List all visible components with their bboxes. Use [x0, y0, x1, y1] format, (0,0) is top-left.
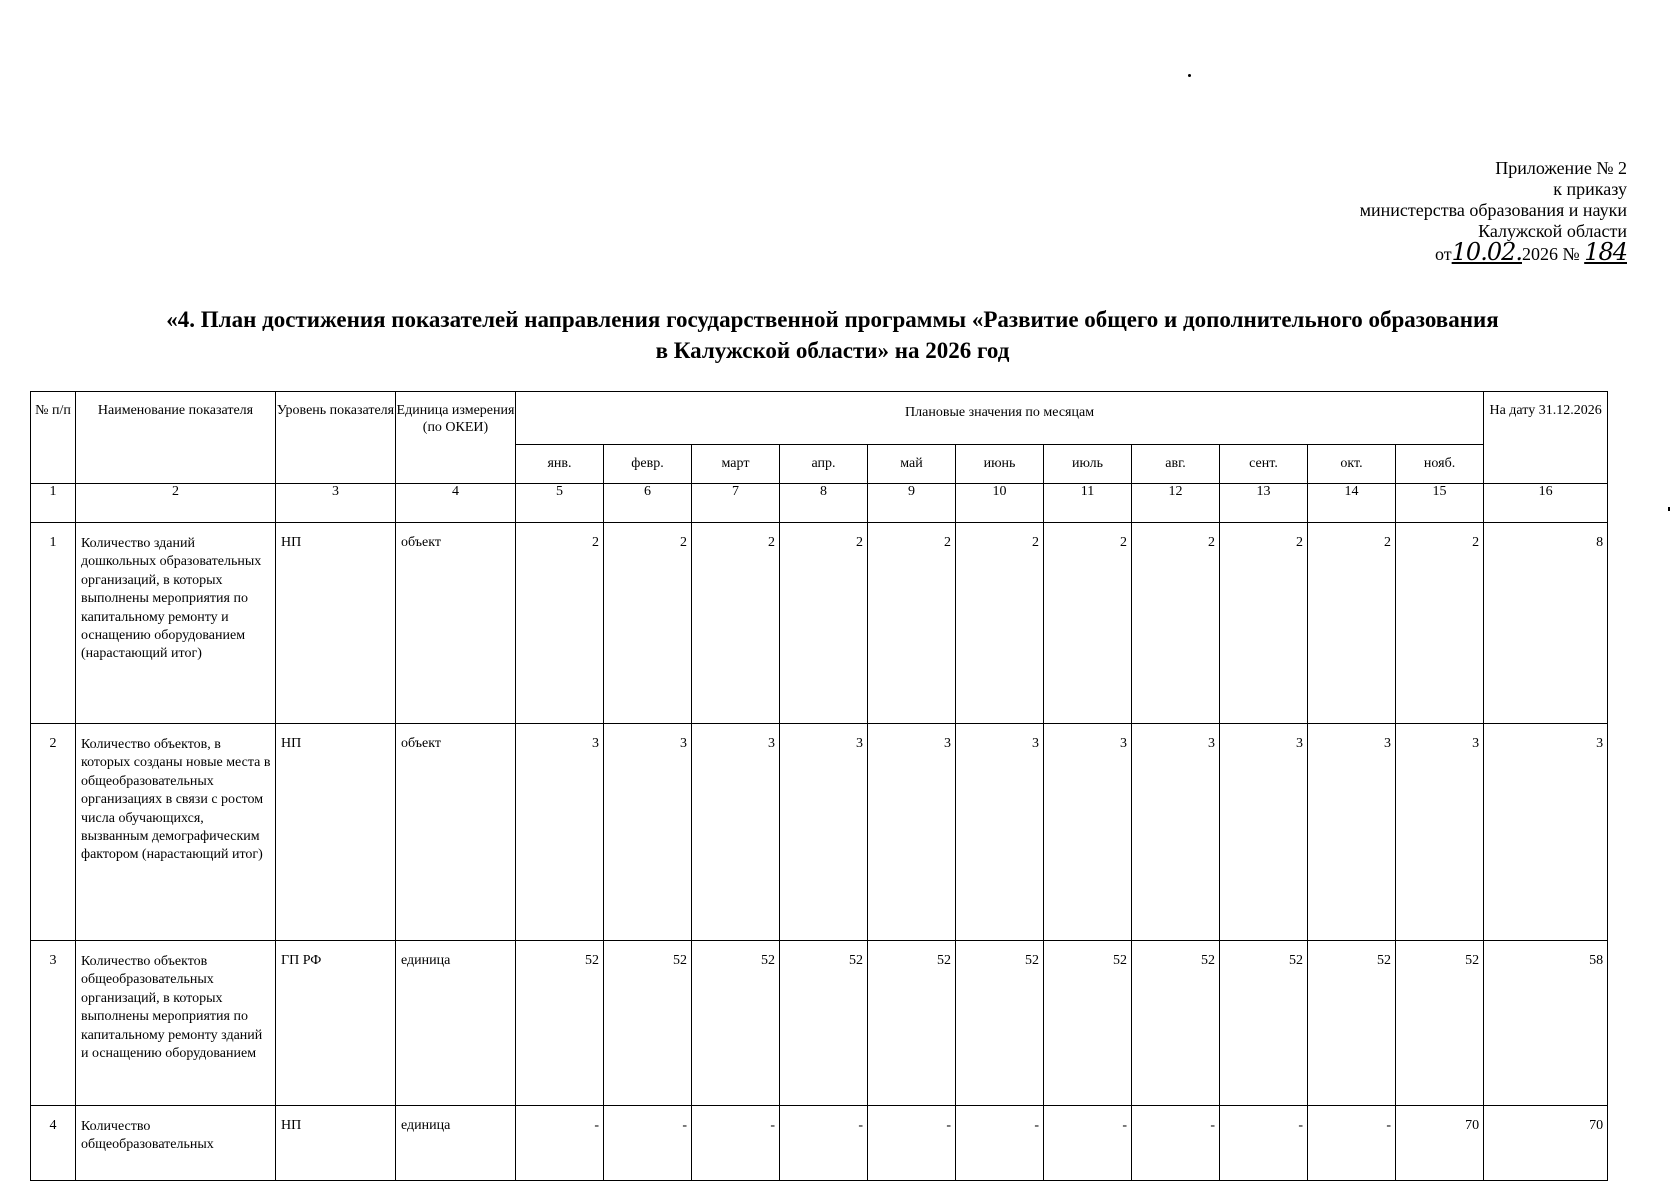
month-value: 52: [868, 941, 956, 1106]
month-value: 2: [780, 523, 868, 724]
header-name: Наименование показателя: [76, 392, 276, 484]
month-header: февр.: [604, 445, 692, 484]
col-number: 6: [604, 484, 692, 523]
indicator-name: Количество объектов общеобразовательных организаций, в которых выполнены мероприятия по капитальному ремонту зданий и оснащению оборудованием: [76, 941, 276, 1106]
month-value: 52: [780, 941, 868, 1106]
final-value: 70: [1484, 1106, 1608, 1181]
table-row: [31, 724, 1608, 941]
month-value: 2: [692, 523, 780, 724]
col-number: 15: [1396, 484, 1484, 523]
month-value: 52: [1220, 941, 1308, 1106]
indicator-level: НП: [276, 523, 396, 724]
month-header: июнь: [956, 445, 1044, 484]
col-number: 13: [1220, 484, 1308, 523]
header-level: Уровень показателя: [276, 392, 396, 484]
date-prefix: от: [1435, 244, 1452, 264]
title-line-2: в Калужской области» на 2026 год: [655, 338, 1010, 363]
month-value: 3: [1308, 724, 1396, 941]
month-value: 2: [516, 523, 604, 724]
appendix-region: Калужской области: [1478, 221, 1627, 241]
month-value: 52: [604, 941, 692, 1106]
month-value: 52: [692, 941, 780, 1106]
month-value: 52: [1044, 941, 1132, 1106]
month-header: нояб.: [1396, 445, 1484, 484]
header-date: На дату 31.12.2026: [1484, 392, 1608, 484]
col-number: 14: [1308, 484, 1396, 523]
appendix-block: [1360, 158, 1627, 265]
document-title: [40, 304, 1625, 366]
month-value: 2: [1132, 523, 1220, 724]
month-header: апр.: [780, 445, 868, 484]
plan-table: [30, 391, 1608, 1181]
indicator-unit: объект: [396, 724, 516, 941]
header-unit: Единица измерения (по ОКЕИ): [396, 392, 516, 484]
month-value: 3: [1396, 724, 1484, 941]
month-header: янв.: [516, 445, 604, 484]
appendix-ministry: министерства образования и науки: [1359, 200, 1627, 220]
header-row: [31, 392, 1608, 445]
month-value: -: [604, 1106, 692, 1181]
month-value: 3: [1132, 724, 1220, 941]
month-value: 3: [868, 724, 956, 941]
month-value: -: [692, 1106, 780, 1181]
indicator-unit: объект: [396, 523, 516, 724]
month-value: -: [1132, 1106, 1220, 1181]
col-number: 9: [868, 484, 956, 523]
col-number: 3: [276, 484, 396, 523]
indicator-unit: единица: [396, 1106, 516, 1181]
month-header: март: [692, 445, 780, 484]
col-number: 5: [516, 484, 604, 523]
month-value: -: [868, 1106, 956, 1181]
col-number: 16: [1484, 484, 1608, 523]
month-value: 2: [868, 523, 956, 724]
month-value: 3: [604, 724, 692, 941]
month-value: 3: [516, 724, 604, 941]
month-value: 70: [1396, 1106, 1484, 1181]
col-number: 10: [956, 484, 1044, 523]
header-num: № п/п: [31, 392, 76, 484]
month-value: 3: [1044, 724, 1132, 941]
indicator-level: НП: [276, 724, 396, 941]
month-value: -: [956, 1106, 1044, 1181]
month-value: -: [1308, 1106, 1396, 1181]
indicator-name: Количество объектов, в которых созданы новые места в общеобразовательных организациях в связи с ростом числа обучающихся, вызванным демографическим фактором (нарастающий итог): [76, 724, 276, 941]
month-value: 2: [1308, 523, 1396, 724]
col-number: 1: [31, 484, 76, 523]
month-value: 3: [780, 724, 868, 941]
header-plan: Плановые значения по месяцам: [516, 392, 1484, 445]
indicator-unit: единица: [396, 941, 516, 1106]
indicator-level: НП: [276, 1106, 396, 1181]
scan-speck: [1188, 74, 1191, 77]
table-row: [31, 941, 1608, 1106]
row-number: 2: [31, 724, 76, 941]
month-header: сент.: [1220, 445, 1308, 484]
col-number: 7: [692, 484, 780, 523]
month-value: -: [516, 1106, 604, 1181]
month-value: 3: [1220, 724, 1308, 941]
row-number: 1: [31, 523, 76, 724]
final-value: 3: [1484, 724, 1608, 941]
col-number: 2: [76, 484, 276, 523]
indicator-name: Количество зданий дошкольных образовательных организаций, в которых выполнены мероприятия по капитальному ремонту и оснащению оборудованием (нарастающий итог): [76, 523, 276, 724]
col-number: 12: [1132, 484, 1220, 523]
month-value: 52: [956, 941, 1044, 1106]
row-number: 4: [31, 1106, 76, 1181]
indicator-level: ГП РФ: [276, 941, 396, 1106]
month-header: май: [868, 445, 956, 484]
month-value: 52: [516, 941, 604, 1106]
col-number: 4: [396, 484, 516, 523]
month-value: 3: [956, 724, 1044, 941]
month-value: 2: [956, 523, 1044, 724]
handwritten-date: 10.02.: [1451, 238, 1522, 266]
month-header: окт.: [1308, 445, 1396, 484]
date-year: 2026 №: [1522, 244, 1580, 264]
month-value: -: [1044, 1106, 1132, 1181]
month-value: -: [1220, 1106, 1308, 1181]
month-value: 52: [1308, 941, 1396, 1106]
month-value: 52: [1396, 941, 1484, 1106]
appendix-date-line: [1360, 238, 1627, 266]
col-number: 8: [780, 484, 868, 523]
table-row: [31, 523, 1608, 724]
title-line-1: «4. План достижения показателей направления государственной программы «Развитие общего и дополнительного образования: [166, 307, 1499, 332]
month-value: 2: [1396, 523, 1484, 724]
month-value: 3: [692, 724, 780, 941]
row-number: 3: [31, 941, 76, 1106]
month-value: 52: [1132, 941, 1220, 1106]
month-value: 2: [1220, 523, 1308, 724]
final-value: 8: [1484, 523, 1608, 724]
handwritten-number: 184: [1584, 238, 1627, 266]
appendix-title: Приложение № 2: [1495, 158, 1627, 178]
month-value: 2: [604, 523, 692, 724]
month-header: июль: [1044, 445, 1132, 484]
indicator-name: Количество общеобразовательных: [76, 1106, 276, 1181]
month-value: -: [780, 1106, 868, 1181]
month-value: 2: [1044, 523, 1132, 724]
column-number-row: [31, 484, 1608, 523]
month-header: авг.: [1132, 445, 1220, 484]
appendix-order-ref: к приказу: [1553, 179, 1627, 199]
col-number: 11: [1044, 484, 1132, 523]
final-value: 58: [1484, 941, 1608, 1106]
scan-speck: [1668, 507, 1670, 511]
table-row: [31, 1106, 1608, 1181]
